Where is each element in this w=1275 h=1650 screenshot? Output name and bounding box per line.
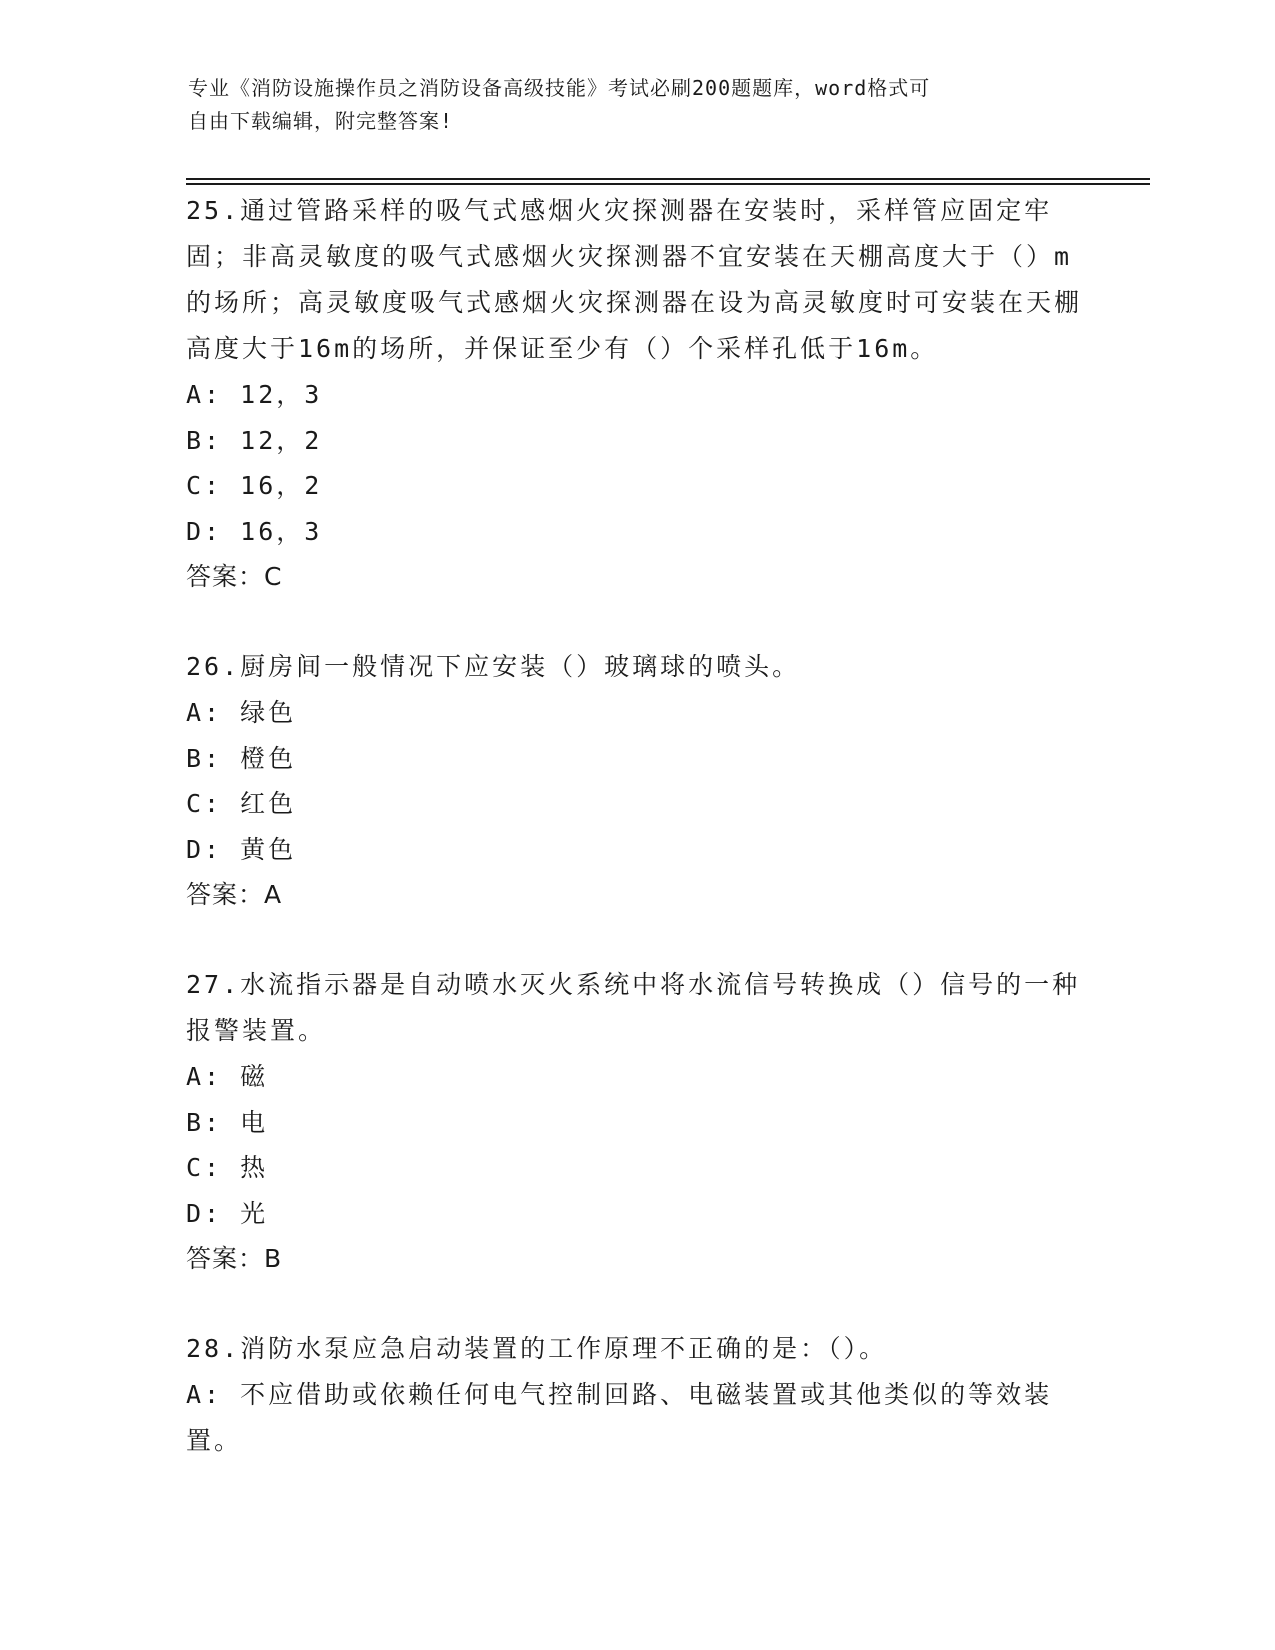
question-25 bbox=[186, 188, 1086, 600]
option-d: D: 光 bbox=[186, 1198, 269, 1228]
question-26 bbox=[186, 644, 1086, 918]
header-divider-bottom bbox=[186, 183, 1150, 185]
option-b: B: 橙色 bbox=[186, 743, 297, 773]
question-stem: 28.消防水泵应急启动装置的工作原理不正确的是：（）。 bbox=[186, 1334, 888, 1363]
header-line-2: 自由下载编辑，附完整答案! bbox=[188, 109, 454, 133]
option-c: C: 16，2 bbox=[186, 471, 323, 500]
answer-line: 答案：B bbox=[186, 1244, 283, 1273]
option-b: B: 12，2 bbox=[186, 425, 323, 455]
option-a: A: 12，3 bbox=[186, 380, 323, 409]
option-c: C: 热 bbox=[186, 1153, 269, 1182]
question-28 bbox=[186, 1326, 1086, 1463]
option-d: D: 黄色 bbox=[186, 834, 297, 864]
question-list bbox=[186, 188, 1086, 1507]
question-27 bbox=[186, 962, 1086, 1282]
question-stem: 27.水流指示器是自动喷水灭火系统中将水流信号转换成（）信号的一种报警装置。 bbox=[186, 970, 1081, 1045]
option-a: A: 绿色 bbox=[186, 698, 297, 727]
option-a: A: 不应借助或依赖任何电气控制回路、电磁装置或其他类似的等效装置。 bbox=[186, 1380, 1053, 1455]
header-line-1: 专业《消防设施操作员之消防设备高级技能》考试必刷200题题库，word格式可 bbox=[188, 76, 931, 100]
question-stem: 26.厨房间一般情况下应安装（）玻璃球的喷头。 bbox=[186, 652, 801, 681]
header-divider-top bbox=[186, 178, 1150, 180]
question-stem: 25.通过管路采样的吸气式感烟火灾探测器在安装时，采样管应固定牢固；非高灵敏度的吸气式感烟火灾探测器不宜安装在天棚高度大于（）m的场所；高灵敏度吸气式感烟火灾探测器在设为高灵敏度时可安装在天棚高度大于16m的场所，并保证至少有（）个采样孔低于16m。 bbox=[186, 196, 1083, 363]
option-a: A: 磁 bbox=[186, 1062, 269, 1091]
document-header bbox=[188, 72, 1068, 138]
option-d: D: 16，3 bbox=[186, 516, 323, 546]
answer-line: 答案：C bbox=[186, 562, 283, 591]
option-b: B: 电 bbox=[186, 1107, 269, 1137]
answer-line: 答案：A bbox=[186, 880, 283, 909]
option-c: C: 红色 bbox=[186, 789, 297, 818]
